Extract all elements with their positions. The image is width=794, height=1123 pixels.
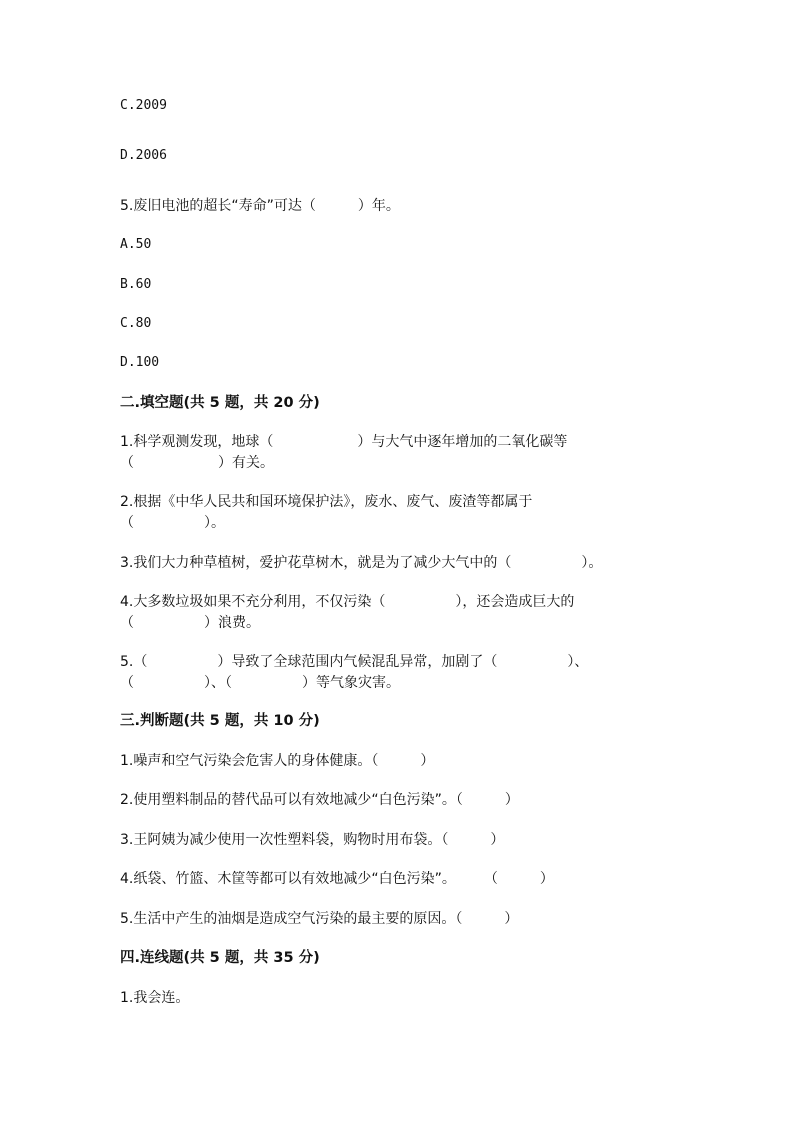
judge-item-4: 4.纸袋、竹篮、木筐等都可以有效地减少“白色污染”。 （ ）	[120, 871, 554, 887]
question-5-stem: 5.废旧电池的超长“寿命”可达（ ）年。	[120, 198, 400, 214]
fill-item-2-line-2: （ ）。	[120, 515, 225, 531]
match-item-1: 1.我会连。	[120, 990, 190, 1006]
judge-item-5: 5.生活中产生的油烟是造成空气污染的最主要的原因。（ ）	[120, 911, 519, 927]
option-q5-b: B.60	[120, 277, 152, 292]
fill-item-5-line-2: （ ）、（ ）等气象灾害。	[120, 675, 400, 691]
option-q4-d: D.2006	[120, 148, 167, 163]
fill-item-2-line-1: 2.根据《中华人民共和国环境保护法》，废水、废气、废渣等都属于	[120, 494, 533, 510]
option-q4-c: C.2009	[120, 98, 167, 113]
fill-item-4-line-2: （ ）浪费。	[120, 615, 260, 631]
judge-item-1: 1.噪声和空气污染会危害人的身体健康。（ ）	[120, 753, 435, 769]
option-q5-d: D.100	[120, 355, 160, 370]
judge-item-3: 3.王阿姨为减少使用一次性塑料袋，购物时用布袋。（ ）	[120, 832, 505, 848]
fill-item-5-line-1: 5.（ ）导致了全球范围内气候混乱异常，加剧了（ ）、	[120, 654, 589, 670]
fill-item-1-line-2: （ ）有关。	[120, 455, 274, 471]
fill-item-1-line-1: 1.科学观测发现，地球（ ）与大气中逐年增加的二氧化碳等	[120, 434, 568, 450]
section-3-title: 三.判断题(共 5 题，共 10 分)	[120, 713, 320, 729]
section-2-title: 二.填空题(共 5 题，共 20 分)	[120, 395, 320, 411]
section-4-title: 四.连线题(共 5 题，共 35 分)	[120, 950, 320, 966]
option-q5-a: A.50	[120, 237, 152, 252]
judge-item-2: 2.使用塑料制品的替代品可以有效地减少“白色污染”。（ ）	[120, 792, 519, 808]
fill-item-4-line-1: 4.大多数垃圾如果不充分利用，不仅污染（ ），还会造成巨大的	[120, 594, 575, 610]
option-q5-c: C.80	[120, 316, 152, 331]
fill-item-3-line-1: 3.我们大力种草植树，爱护花草树木，就是为了减少大气中的（ ）。	[120, 555, 603, 571]
